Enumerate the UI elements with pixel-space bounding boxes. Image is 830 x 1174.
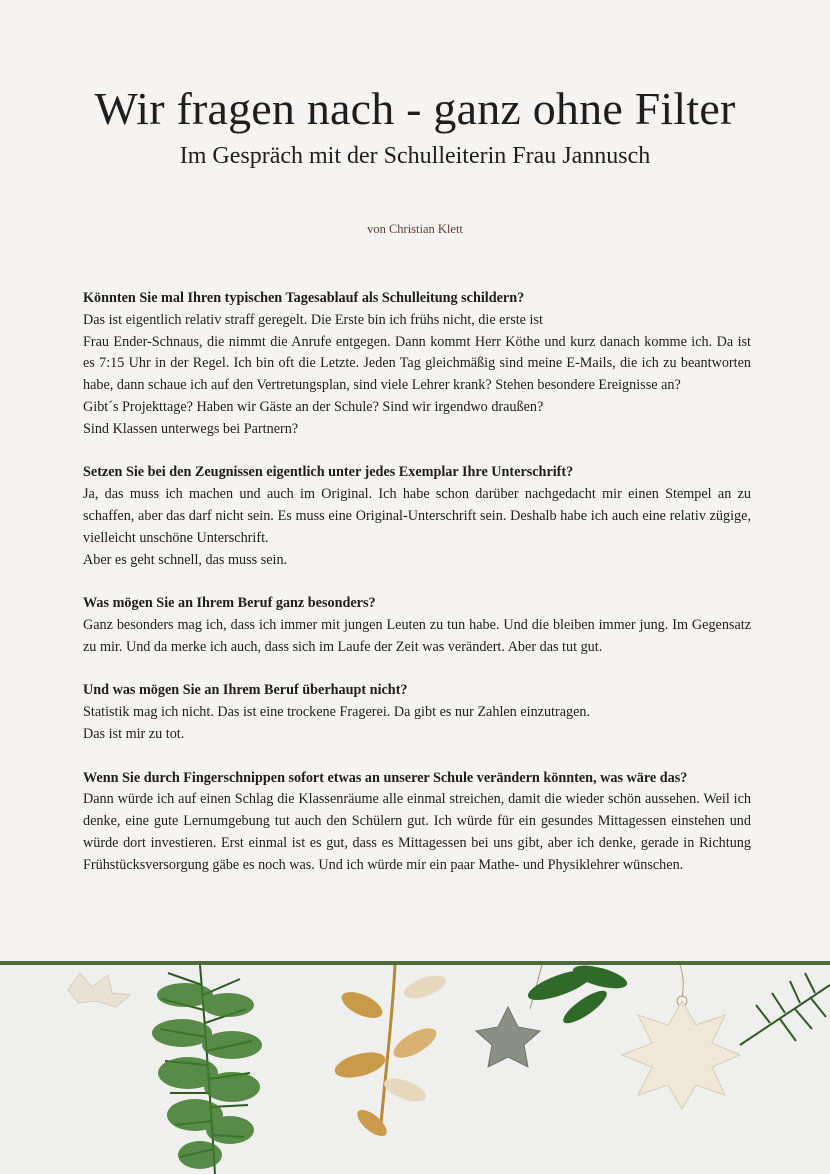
interview-answer (83, 484, 751, 571)
article-title: Wir fragen nach - ganz ohne Filter (94, 83, 736, 134)
interview-question: Was mögen Sie an Ihrem Beruf ganz besonders? (83, 595, 376, 612)
interview-question: Könnten Sie mal Ihren typischen Tagesablauf als Schulleitung schildern? (83, 290, 525, 306)
answer-paragraph: Ja, das muss ich machen und auch im Original. Ich habe schon darüber nachgedacht mir einen Stempel an zu schaffen, aber das darf nicht sein. Es muss eine Original-Unterschrift sein. Deshalb habe ich auch eine relativ zügige, vielleicht unschöne Unterschrift. (83, 486, 751, 546)
fir-needles-left (152, 983, 262, 1169)
answer-paragraph: Frau Ender-Schnaus, die nimmt die Anrufe entgegen. Dann kommt Herr Köthe und kurz danach komme ich. Da ist es 7:15 Uhr in der Regel. Ich bin oft die Letzte. Jeden Tag gleichmäßig sind meine E-Mails, die ich zu beantworten habe, dann schaue ich auf den Vertretungsplan, sind viele Lehrer krank? Stehen besondere Ereignisse an? (83, 333, 751, 394)
interview-section (83, 593, 751, 658)
snowflake-ornament (622, 965, 740, 1109)
christmas-decoration-photo (0, 965, 830, 1174)
article-subtitle: Im Gespräch mit der Schulleiterin Frau Jannusch (179, 143, 651, 169)
fir-branch-center (525, 965, 630, 1028)
answer-paragraph: Das ist mir zu tot. (83, 725, 185, 742)
gold-branch (332, 965, 449, 1141)
interview-answer (83, 615, 751, 659)
answer-paragraph: Gibt´s Projekttage? Haben wir Gäste an der Schule? Sind wir irgendwo draußen? (83, 398, 544, 415)
fir-branch-right (740, 973, 830, 1045)
interview-question: Setzen Sie bei den Zeugnissen eigentlich unter jedes Exemplar Ihre Unterschrift? (83, 464, 574, 481)
interview-answer (83, 789, 751, 876)
grey-star-ornament (476, 965, 542, 1067)
interview-section (83, 768, 751, 877)
author-byline: von Christian Klett (367, 222, 463, 236)
interview-section (83, 288, 751, 441)
interview-answer (83, 310, 751, 441)
answer-paragraph: Sind Klassen unterwegs bei Partnern? (83, 420, 299, 437)
decoration-illustration (0, 965, 830, 1174)
answer-paragraph: Statistik mag ich nicht. Das ist eine trockene Fragerei. Da gibt es nur Zahlen einzutragen. (83, 704, 591, 721)
interview-body (83, 288, 751, 898)
answer-paragraph: Aber es geht schnell, das muss sein. (83, 551, 288, 568)
answer-paragraph: Ganz besonders mag ich, dass ich immer mit jungen Leuten zu tun habe. Und die bleiben immer jung. Im Gegensatz zu mir. Und da merke ich auch, dass sich im Laufe der Zeit was verändert. Aber das tut gut. (83, 616, 751, 655)
wooden-star-ornament (68, 973, 130, 1007)
interview-section (83, 680, 751, 745)
interview-question: Und was mögen Sie an Ihrem Beruf überhaupt nicht? (83, 682, 408, 699)
interview-answer (83, 702, 751, 746)
interview-question: Wenn Sie durch Fingerschnippen sofort etwas an unserer Schule verändern könnten, was wäre das? (83, 769, 688, 786)
answer-paragraph: Dann würde ich auf einen Schlag die Klassenräume alle einmal streichen, damit die wieder schön aussehen. Weil ich denke, eine gute Lernumgebung tut auch den Schülern gut. Ich würde für ein gesundes Mittagessen einstehen und würde dort investieren. Erst einmal ist es gut, dass es Mittagessen bei uns gibt, aber ich denke, gerade in Richtung Frühstücksversorgung gäbe es noch was. Und ich würde mir ein paar Mathe- und Physiklehrer wünschen. (83, 791, 751, 873)
answer-paragraph: Das ist eigentlich relativ straff geregelt. Die Erste bin ich frühs nicht, die erste ist (83, 311, 543, 328)
interview-section (83, 462, 751, 571)
